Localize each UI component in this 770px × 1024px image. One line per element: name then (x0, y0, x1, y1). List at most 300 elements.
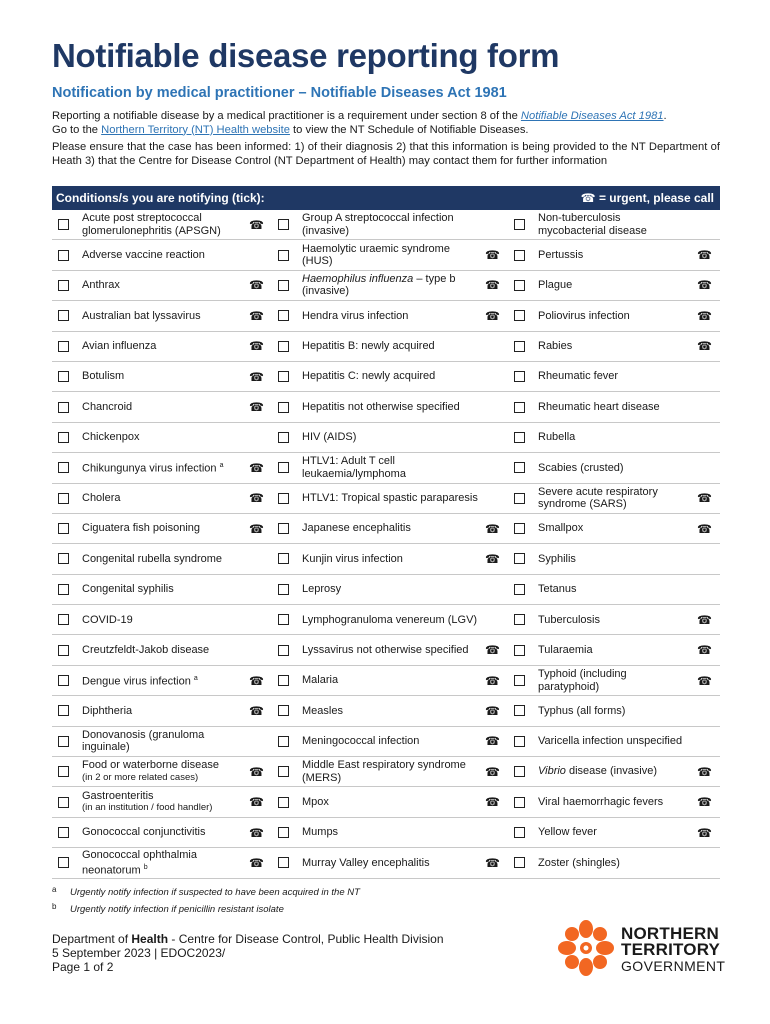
condition-name: Acute post streptococcal glomerulonephritis (APSGN) (82, 212, 221, 237)
condition-name: Hepatitis C: newly acquired (302, 370, 436, 383)
condition-label (538, 583, 720, 596)
condition-label (302, 705, 508, 718)
condition-cell (52, 240, 272, 269)
condition-cell (52, 392, 272, 421)
condition-checkbox[interactable] (514, 402, 525, 413)
condition-cell (508, 605, 720, 634)
condition-label (302, 243, 508, 268)
condition-label (302, 212, 508, 237)
condition-name: Botulism (82, 370, 125, 383)
urgent-phone-icon: ☎ (485, 734, 500, 749)
table-row (52, 240, 720, 270)
condition-name-suffix: – type b (invasive) (302, 272, 456, 298)
condition-cell (272, 301, 508, 330)
intro-p1-end: . (663, 110, 667, 122)
condition-qualifier: (in 2 or more related cases) (82, 771, 199, 783)
condition-cell (272, 362, 508, 391)
condition-label (302, 370, 508, 383)
logo-line-1: NORTHERN (621, 924, 719, 943)
condition-label (538, 857, 720, 870)
urgent-phone-icon: ☎ (249, 491, 264, 506)
condition-checkbox[interactable] (514, 645, 525, 656)
condition-cell (272, 635, 508, 664)
condition-label (302, 796, 508, 809)
table-row (52, 605, 720, 635)
condition-checkbox[interactable] (514, 797, 525, 808)
condition-name: Yellow fever (538, 826, 597, 839)
condition-cell (508, 362, 720, 391)
condition-label (82, 826, 272, 839)
condition-label (538, 796, 720, 809)
footer-dept-post: - Centre for Disease Control, Public Health Division (168, 932, 444, 946)
condition-name: Mumps (302, 826, 339, 839)
condition-label (82, 849, 272, 877)
footnote-a (52, 884, 720, 901)
condition-checkbox[interactable] (278, 432, 289, 443)
condition-name: Viral haemorrhagic fevers (538, 795, 664, 808)
condition-label (82, 401, 272, 414)
condition-label (82, 583, 272, 596)
condition-name: Gonococcal ophthalmia neonatorum (82, 849, 197, 877)
condition-label (302, 614, 508, 627)
footer-department (52, 932, 444, 946)
condition-label (538, 401, 720, 414)
table-row (52, 544, 720, 574)
condition-name: Haemolytic uraemic syndrome (HUS) (302, 242, 450, 268)
condition-cell (508, 818, 720, 847)
condition-label (82, 790, 272, 815)
condition-name: Scabies (crusted) (538, 461, 624, 474)
condition-checkbox[interactable] (58, 857, 69, 868)
condition-label (302, 455, 508, 480)
condition-name: Mpox (302, 795, 329, 808)
condition-label (538, 340, 720, 353)
condition-label (82, 729, 272, 754)
condition-label (302, 553, 508, 566)
condition-checkbox[interactable] (58, 310, 69, 321)
condition-checkbox[interactable] (514, 553, 525, 564)
intro-paragraph-3: Please ensure that the case has been informed: 1) of their diagnosis 2) that this information is being provided to the NT Department of Heath 3) that the Centre for Disease Control (NT Department of Health) may contact them for further information (52, 141, 720, 167)
condition-cell (52, 848, 272, 877)
urgent-phone-icon: ☎ (697, 673, 712, 688)
intro-p1-text: Reporting a notifiable disease by a medical practitioner is a requirement under section 8 of the (52, 110, 521, 122)
table-row (52, 848, 720, 878)
condition-checkbox[interactable] (278, 523, 289, 534)
urgent-phone-icon: ☎ (249, 764, 264, 779)
condition-label (82, 370, 272, 383)
condition-label (302, 522, 508, 535)
condition-checkbox[interactable] (514, 827, 525, 838)
urgent-phone-icon: ☎ (697, 339, 712, 354)
condition-name: Malaria (302, 674, 339, 687)
condition-name: Measles (302, 704, 343, 717)
condition-name: Australian bat lyssavirus (82, 309, 201, 322)
condition-checkbox[interactable] (58, 614, 69, 625)
condition-label (82, 212, 272, 237)
condition-checkbox[interactable] (58, 827, 69, 838)
condition-checkbox[interactable] (58, 797, 69, 808)
footnote-marker: a (193, 674, 198, 682)
condition-checkbox[interactable] (278, 705, 289, 716)
condition-cell (508, 727, 720, 756)
urgent-phone-icon: ☎ (249, 308, 264, 323)
condition-cell (508, 271, 720, 300)
condition-name: Kunjin virus infection (302, 552, 403, 565)
condition-checkbox[interactable] (514, 584, 525, 595)
conditions-table-header (52, 186, 720, 210)
condition-name: Haemophilus influenza (302, 272, 414, 285)
table-row (52, 635, 720, 665)
condition-cell (52, 484, 272, 513)
condition-cell (272, 544, 508, 573)
condition-cell (508, 392, 720, 421)
condition-name: Hendra virus infection (302, 309, 409, 322)
condition-checkbox[interactable] (278, 462, 289, 473)
condition-name: Leprosy (302, 583, 342, 596)
condition-label (302, 273, 508, 298)
condition-checkbox[interactable] (58, 402, 69, 413)
condition-cell (508, 666, 720, 695)
nt-government-logo (555, 918, 725, 978)
urgent-phone-icon: ☎ (485, 308, 500, 323)
condition-name: Varicella infection unspecified (538, 735, 683, 748)
condition-name: Middle East respiratory syndrome (MERS) (302, 759, 466, 784)
condition-cell (508, 848, 720, 877)
condition-checkbox[interactable] (514, 250, 525, 261)
urgent-phone-icon: ☎ (697, 521, 712, 536)
condition-cell (272, 514, 508, 543)
condition-cell (52, 332, 272, 361)
condition-checkbox[interactable] (58, 250, 69, 261)
condition-cell (52, 575, 272, 604)
condition-checkbox[interactable] (278, 645, 289, 656)
condition-cell (272, 757, 508, 786)
table-row (52, 210, 720, 240)
condition-name: Tularaemia (538, 643, 593, 656)
condition-label (302, 340, 508, 353)
table-row (52, 392, 720, 422)
condition-checkbox[interactable] (58, 675, 69, 686)
condition-cell (52, 787, 272, 816)
condition-label (302, 857, 508, 870)
condition-name: Typhoid (including paratyphoid) (538, 668, 627, 693)
condition-label (538, 370, 720, 383)
condition-checkbox[interactable] (278, 219, 289, 230)
condition-checkbox[interactable] (514, 857, 525, 868)
condition-name: Vibrio (538, 765, 566, 778)
condition-checkbox[interactable] (58, 432, 69, 443)
condition-checkbox[interactable] (278, 766, 289, 777)
urgent-phone-icon: ☎ (249, 217, 264, 232)
condition-name: Donovanosis (granuloma inguinale) (82, 728, 205, 754)
condition-checkbox[interactable] (58, 766, 69, 777)
condition-checkbox[interactable] (278, 493, 289, 504)
condition-name: Avian influenza (82, 340, 157, 352)
condition-checkbox[interactable] (58, 705, 69, 716)
condition-checkbox[interactable] (514, 310, 525, 321)
table-row (52, 666, 720, 696)
table-row (52, 727, 720, 757)
form-page (52, 36, 720, 915)
condition-checkbox[interactable] (278, 857, 289, 868)
condition-label (82, 614, 272, 627)
footnote-text: Urgently notify infection if suspected to have been acquired in the NT (70, 887, 360, 898)
condition-cell (52, 544, 272, 573)
condition-name: Gastroenteritis (82, 789, 154, 802)
condition-label (302, 310, 508, 323)
condition-name: Rubella (538, 431, 576, 444)
condition-name: Food or waterborne disease (82, 759, 219, 772)
condition-qualifier: (in an institution / food handler) (82, 802, 213, 814)
condition-label (538, 310, 720, 323)
footnote-key: b (52, 902, 57, 911)
condition-name: Chikungunya virus infection (82, 462, 217, 475)
condition-name: Diphtheria (82, 704, 133, 717)
table-row (52, 453, 720, 483)
condition-checkbox[interactable] (58, 219, 69, 230)
condition-cell (52, 727, 272, 756)
condition-cell (52, 666, 272, 695)
condition-name: Typhus (all forms) (538, 704, 626, 717)
condition-label (302, 431, 508, 444)
condition-checkbox[interactable] (58, 493, 69, 504)
condition-checkbox[interactable] (278, 675, 289, 686)
page-title: Notifiable disease reporting form (52, 37, 560, 74)
condition-checkbox[interactable] (58, 280, 69, 291)
urgent-phone-icon: ☎ (697, 764, 712, 779)
condition-name: Syphilis (538, 552, 576, 565)
urgent-phone-icon: ☎ (249, 400, 264, 415)
condition-checkbox[interactable] (514, 675, 525, 686)
condition-cell (272, 423, 508, 452)
urgent-phone-icon: ☎ (485, 673, 500, 688)
footer-dept-bold: Health (131, 932, 169, 946)
urgent-phone-icon: ☎ (697, 643, 712, 658)
condition-checkbox[interactable] (58, 645, 69, 656)
condition-checkbox[interactable] (514, 219, 525, 230)
condition-name: Chickenpox (82, 431, 140, 444)
table-row (52, 757, 720, 787)
condition-name: Hepatitis not otherwise specified (302, 400, 460, 413)
condition-label (82, 310, 272, 323)
logo-line-3: GOVERNMENT (621, 958, 726, 974)
condition-name: COVID-19 (82, 613, 133, 626)
condition-checkbox[interactable] (514, 736, 525, 747)
condition-checkbox[interactable] (58, 462, 69, 473)
condition-checkbox[interactable] (278, 736, 289, 747)
urgent-phone-icon: ☎ (249, 339, 264, 354)
condition-label (538, 614, 720, 627)
condition-checkbox[interactable] (514, 371, 525, 382)
condition-name: Lymphogranuloma venereum (LGV) (302, 613, 478, 626)
condition-name: Group A streptococcal infection (invasive) (302, 212, 454, 237)
condition-name: Japanese encephalitis (302, 522, 411, 535)
urgent-phone-icon: ☎ (485, 551, 500, 566)
condition-checkbox[interactable] (278, 402, 289, 413)
condition-cell (272, 727, 508, 756)
condition-name: Congenital syphilis (82, 583, 174, 596)
condition-name: HTLV1: Adult T cell leukaemia/lymphoma (302, 455, 406, 480)
condition-checkbox[interactable] (58, 341, 69, 352)
condition-cell (508, 332, 720, 361)
condition-checkbox[interactable] (278, 250, 289, 261)
condition-checkbox[interactable] (514, 766, 525, 777)
condition-checkbox[interactable] (514, 280, 525, 291)
condition-name: Dengue virus infection (82, 675, 191, 688)
condition-label (302, 674, 508, 687)
condition-checkbox[interactable] (278, 614, 289, 625)
condition-checkbox[interactable] (278, 280, 289, 291)
condition-name: Murray Valley encephalitis (302, 856, 430, 869)
logo-line-2: TERRITORY (621, 940, 721, 959)
page-footer (52, 932, 444, 974)
condition-checkbox[interactable] (514, 523, 525, 534)
condition-checkbox[interactable] (278, 371, 289, 382)
condition-name: Congenital rubella syndrome (82, 552, 223, 565)
urgent-phone-icon: ☎ (249, 460, 264, 475)
condition-checkbox[interactable] (58, 736, 69, 747)
condition-label (82, 431, 272, 444)
condition-cell (52, 818, 272, 847)
condition-name: HTLV1: Tropical spastic paraparesis (302, 491, 478, 504)
condition-name: Severe acute respiratory syndrome (SARS) (538, 485, 658, 511)
condition-cell (272, 818, 508, 847)
urgent-phone-icon: ☎ (249, 703, 264, 718)
table-row (52, 514, 720, 544)
condition-checkbox[interactable] (278, 310, 289, 321)
condition-cell (272, 696, 508, 725)
urgent-phone-icon: ☎ (249, 673, 264, 688)
condition-label (82, 759, 272, 784)
condition-checkbox[interactable] (514, 432, 525, 443)
condition-name: Rheumatic fever (538, 370, 619, 383)
condition-label (538, 644, 720, 657)
condition-cell (52, 635, 272, 664)
condition-cell (508, 240, 720, 269)
condition-checkbox[interactable] (278, 341, 289, 352)
condition-checkbox[interactable] (514, 614, 525, 625)
condition-checkbox[interactable] (278, 584, 289, 595)
table-row (52, 301, 720, 331)
condition-cell (508, 575, 720, 604)
condition-name: Hepatitis B: newly acquired (302, 340, 435, 352)
nt-health-website-link[interactable]: Northern Territory (NT) Health website (101, 123, 290, 136)
condition-label (538, 735, 720, 748)
condition-label (538, 212, 720, 237)
condition-name: Cholera (82, 491, 121, 504)
condition-checkbox[interactable] (58, 523, 69, 534)
condition-cell (52, 605, 272, 634)
condition-checkbox[interactable] (514, 462, 525, 473)
condition-name: Rabies (538, 340, 573, 352)
urgent-phone-icon: ☎ (697, 491, 712, 506)
condition-label (538, 668, 720, 693)
condition-checkbox[interactable] (514, 493, 525, 504)
condition-name: Poliovirus infection (538, 309, 630, 322)
urgent-phone-icon: ☎ (485, 643, 500, 658)
footnote-marker: a (219, 462, 224, 470)
condition-label (302, 735, 508, 748)
urgent-phone-icon: ☎ (249, 795, 264, 810)
condition-cell (52, 696, 272, 725)
condition-label (538, 431, 720, 444)
condition-label (538, 279, 720, 292)
table-row (52, 484, 720, 514)
condition-cell (272, 332, 508, 361)
condition-label (82, 340, 272, 353)
intro-p2-end: to view the NT Schedule of Notifiable Diseases. (289, 123, 529, 136)
urgent-phone-icon: ☎ (249, 278, 264, 293)
page-subtitle: Notification by medical practitioner – Notifiable Diseases Act 1981 (52, 85, 507, 101)
urgent-phone-icon: ☎ (697, 825, 712, 840)
condition-checkbox[interactable] (278, 553, 289, 564)
condition-name: Creutzfeldt-Jakob disease (82, 643, 210, 656)
urgent-phone-icon: ☎ (485, 855, 500, 870)
condition-label (82, 492, 272, 505)
condition-checkbox[interactable] (58, 553, 69, 564)
logo-text (621, 926, 725, 974)
table-row (52, 696, 720, 726)
condition-name: Tetanus (538, 583, 577, 596)
condition-name: Rheumatic heart disease (538, 400, 660, 413)
urgent-phone-icon: ☎ (697, 795, 712, 810)
condition-cell (52, 757, 272, 786)
condition-cell (52, 271, 272, 300)
condition-cell (508, 210, 720, 239)
condition-label (82, 705, 272, 718)
urgent-phone-icon: ☎ (485, 703, 500, 718)
condition-cell (272, 848, 508, 877)
condition-checkbox[interactable] (514, 705, 525, 716)
condition-checkbox[interactable] (514, 341, 525, 352)
condition-cell (272, 392, 508, 421)
condition-checkbox[interactable] (58, 584, 69, 595)
condition-checkbox[interactable] (58, 371, 69, 382)
condition-cell (272, 240, 508, 269)
condition-cell (52, 514, 272, 543)
act-link[interactable]: Notifiable Diseases Act 1981 (520, 110, 664, 122)
intro-paragraph-1 (52, 110, 720, 137)
urgent-phone-icon: ☎ (249, 521, 264, 536)
condition-label (302, 759, 508, 784)
condition-checkbox[interactable] (278, 797, 289, 808)
condition-label (302, 644, 508, 657)
condition-cell (508, 301, 720, 330)
condition-cell (508, 484, 720, 513)
condition-label (302, 826, 508, 839)
condition-cell (52, 453, 272, 482)
urgent-phone-icon: ☎ (485, 795, 500, 810)
condition-name: Meningococcal infection (302, 735, 420, 748)
condition-name: Adverse vaccine reaction (82, 248, 205, 261)
table-row (52, 362, 720, 392)
condition-cell (272, 787, 508, 816)
urgent-phone-icon: ☎ (249, 855, 264, 870)
urgent-phone-icon: ☎ (697, 278, 712, 293)
conditions-grid (52, 210, 720, 879)
condition-checkbox[interactable] (278, 827, 289, 838)
condition-label (538, 705, 720, 718)
condition-cell (272, 605, 508, 634)
condition-cell (272, 575, 508, 604)
condition-cell (272, 666, 508, 695)
condition-label (82, 673, 272, 688)
footer-dept-pre: Department of (52, 932, 132, 946)
flower-logo-icon (555, 918, 617, 978)
urgent-phone-icon: ☎ (697, 612, 712, 627)
condition-name: Gonococcal conjunctivitis (82, 826, 206, 839)
condition-cell (508, 514, 720, 543)
